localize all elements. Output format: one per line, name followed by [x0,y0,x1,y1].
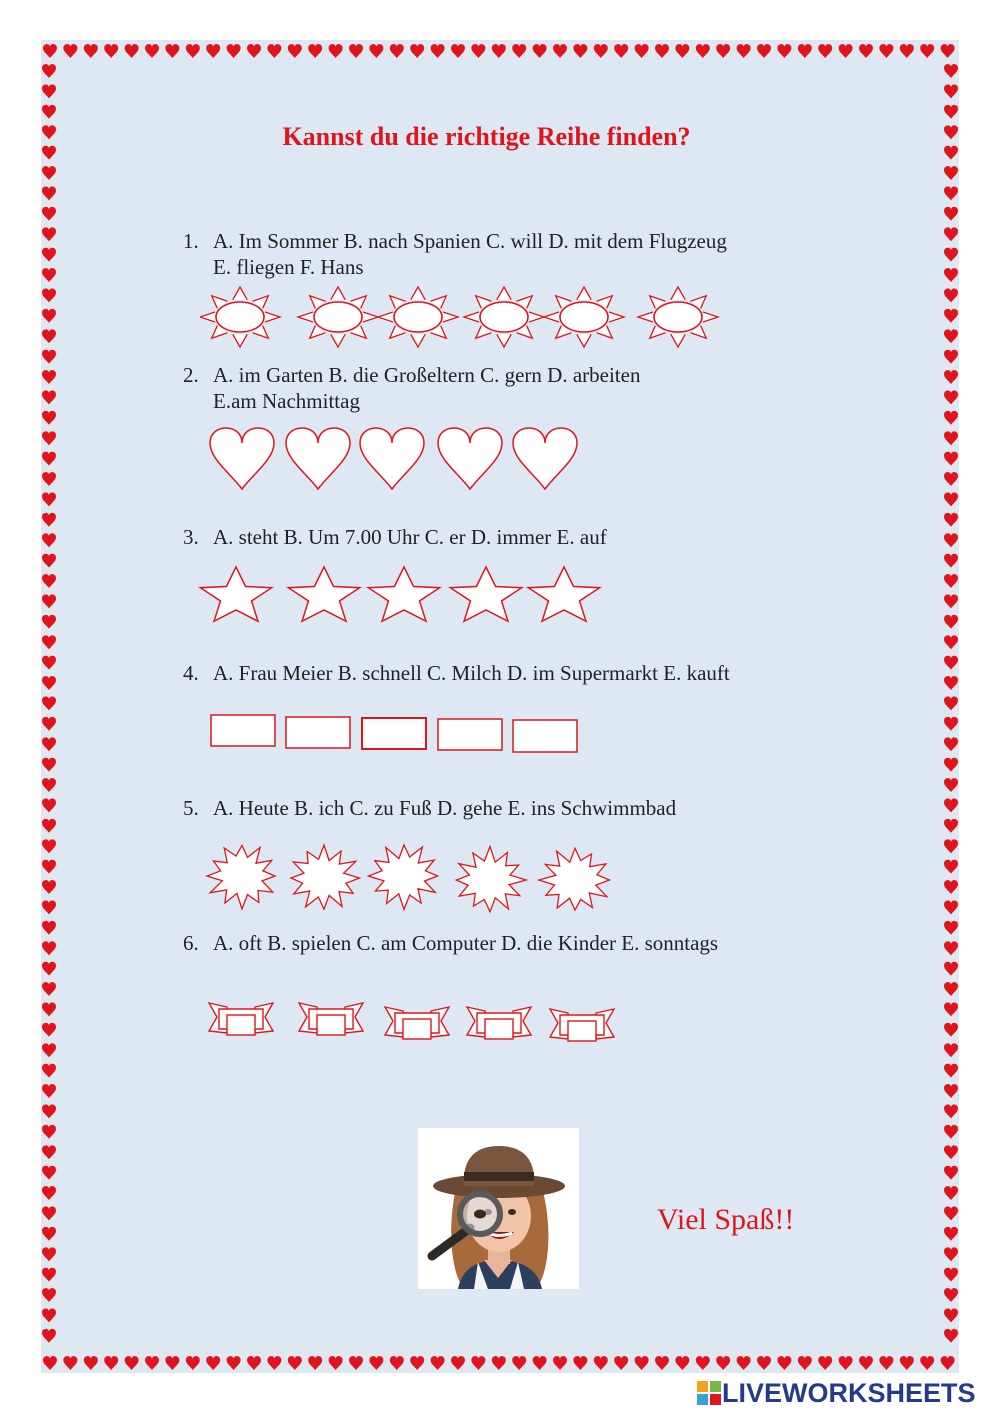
rectangle-box[interactable] [438,719,502,750]
sun-icon[interactable] [464,287,544,347]
question-5-number: 5. [183,796,199,820]
burst-icon[interactable] [291,845,360,909]
rectangle-box[interactable] [211,715,275,746]
sun-icon[interactable] [544,287,624,347]
question-3-line1: A. steht B. Um 7.00 Uhr C. er D. immer E. auf [213,525,607,549]
heart-icon[interactable] [360,428,424,489]
question-2-line1: A. im Garten B. die Großeltern C. gern D. arbeiten [213,363,641,387]
sun-icon[interactable] [298,287,378,347]
sun-icon[interactable] [378,287,458,347]
rectangle-box[interactable] [362,718,426,749]
star-icon[interactable] [200,567,271,621]
answer-suns [200,285,740,351]
ribbon-banner-icon[interactable] [467,1007,531,1039]
brand-logo [696,1377,976,1409]
rectangle-box[interactable] [286,717,350,748]
heart-icon[interactable] [210,428,274,489]
heart-icon[interactable] [438,428,502,489]
question-5-line1: A. Heute B. ich C. zu Fuß D. gehe E. ins Schwimmbad [213,796,677,820]
ribbon-banner-icon[interactable] [299,1003,363,1035]
answer-bursts [200,840,620,920]
star-icon[interactable] [368,567,439,621]
ribbon-banner-icon[interactable] [385,1007,449,1039]
burst-icon[interactable] [539,848,609,910]
question-4-number: 4. [183,661,199,685]
page-title: Kannst du die richtige Reihe finden? [282,122,691,151]
answer-hearts [200,425,600,495]
question-6-number: 6. [183,931,199,955]
burst-icon[interactable] [207,845,275,909]
answer-boxes [200,705,600,760]
star-icon[interactable] [450,567,521,621]
question-2-line2: E.am Nachmittag [213,389,360,413]
answer-stars [190,565,610,625]
detective-avatar [418,1128,579,1289]
brand-name: LIVEWORKSHEETS [722,1377,976,1408]
liveworksheets-logo-icon [696,1380,722,1406]
question-4-line1: A. Frau Meier B. schnell C. Milch D. im Supermarkt E. kauft [213,661,730,685]
question-1-line2: E. fliegen F. Hans [213,255,364,279]
sun-icon[interactable] [200,287,280,347]
question-6-line1: A. oft B. spielen C. am Computer D. die Kinder E. sonntags [213,931,719,955]
heart-icon[interactable] [513,428,577,489]
ribbon-banner-icon[interactable] [209,1003,273,1035]
star-icon[interactable] [288,567,359,621]
rectangle-box[interactable] [513,720,577,752]
star-icon[interactable] [528,567,599,621]
question-3-number: 3. [183,525,199,549]
answer-ribbons [200,995,630,1050]
burst-icon[interactable] [456,847,526,912]
closing-message: Viel Spaß!! [657,1203,795,1236]
ribbon-banner-icon[interactable] [550,1009,614,1041]
sun-icon[interactable] [638,287,718,347]
question-1-number: 1. [183,229,199,253]
question-2-number: 2. [183,363,199,387]
burst-icon[interactable] [369,845,438,910]
question-1-line1: A. Im Sommer B. nach Spanien C. will D. mit dem Flugzeug [213,229,727,253]
heart-icon[interactable] [286,428,350,489]
